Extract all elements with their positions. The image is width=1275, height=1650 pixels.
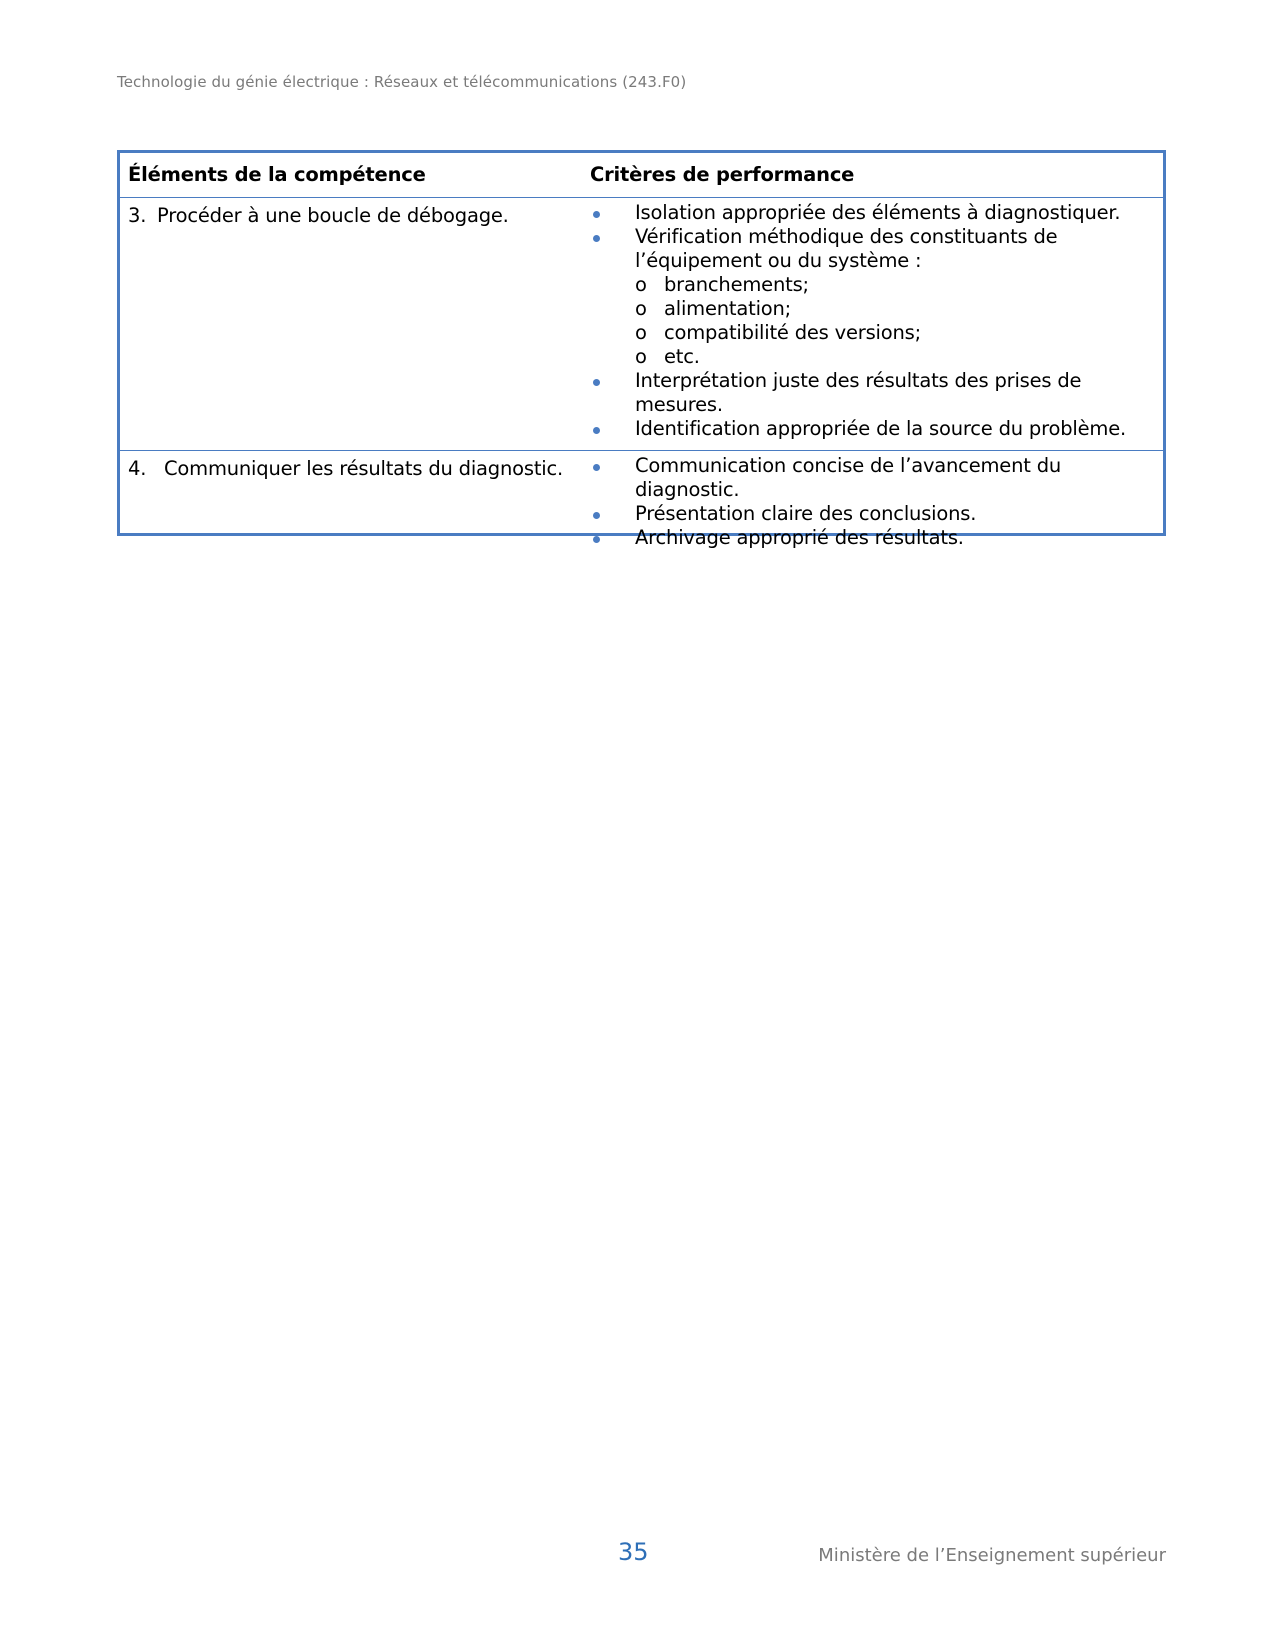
criteria-text: Communication concise de l’avancement du diagnostic. [635,454,1062,501]
criteria-item [590,201,1163,225]
criteria-item [590,454,1163,502]
criteria-text: Présentation claire des conclusions. [635,502,977,525]
sub-criteria-item [635,273,1163,297]
column-header-elements-label: Éléments de la compétence [128,163,426,186]
sub-marker: o [635,297,647,320]
criteria-item [590,502,1163,526]
criteria-item [590,369,1163,417]
publisher-footer: Ministère de l’Enseignement supérieur [818,1545,1166,1566]
bullet-icon [593,211,600,218]
bullet-icon [593,379,600,386]
competence-table [117,150,1166,549]
criteria-item [590,225,1163,369]
criteria-item [590,417,1163,441]
element-text: Procéder à une boucle de débogage. [157,204,509,227]
element-number: 4. [128,457,147,480]
criteria-text: Interprétation juste des résultats des prises de mesures. [635,369,1082,416]
column-header-criteria-label: Critères de performance [590,163,855,186]
criteria-cell [590,198,1163,450]
bullet-icon [593,464,600,471]
element-cell [120,198,590,450]
sub-criteria-item [635,297,1163,321]
running-header: Technologie du génie électrique : Réseaux et télécommunications (243.F0) [117,73,687,91]
column-header-elements [120,153,590,197]
criteria-text: Vérification méthodique des constituants de l’équipement ou du système : [635,225,1058,272]
criteria-text: Isolation appropriée des éléments à diagnostiquer. [635,201,1121,224]
sub-marker: o [635,321,647,344]
criteria-item [590,526,1163,550]
criteria-list [590,454,1163,550]
criteria-text: Archivage approprié des résultats. [635,526,964,549]
page-number: 35 [618,1538,649,1566]
element-text: Communiquer les résultats du diagnostic. [164,457,564,480]
criteria-list [590,201,1163,441]
sub-criteria-list [635,273,1163,369]
bullet-icon [593,536,600,543]
sub-marker: o [635,273,647,296]
sub-criteria-text: branchements; [664,273,809,296]
sub-criteria-item [635,345,1163,369]
table-row [120,451,1163,549]
sub-criteria-text: compatibilité des versions; [664,321,921,344]
table-header-row [120,153,1163,198]
element-cell [120,451,590,533]
bullet-icon [593,512,600,519]
table-row [120,198,1163,451]
bullet-icon [593,235,600,242]
criteria-cell [590,451,1163,549]
column-header-criteria [590,153,1163,197]
sub-marker: o [635,345,647,368]
sub-criteria-text: etc. [664,345,700,368]
element-number: 3. [128,204,147,227]
bullet-icon [593,427,600,434]
sub-criteria-text: alimentation; [664,297,792,320]
criteria-text: Identification appropriée de la source du problème. [635,417,1126,440]
sub-criteria-item [635,321,1163,345]
